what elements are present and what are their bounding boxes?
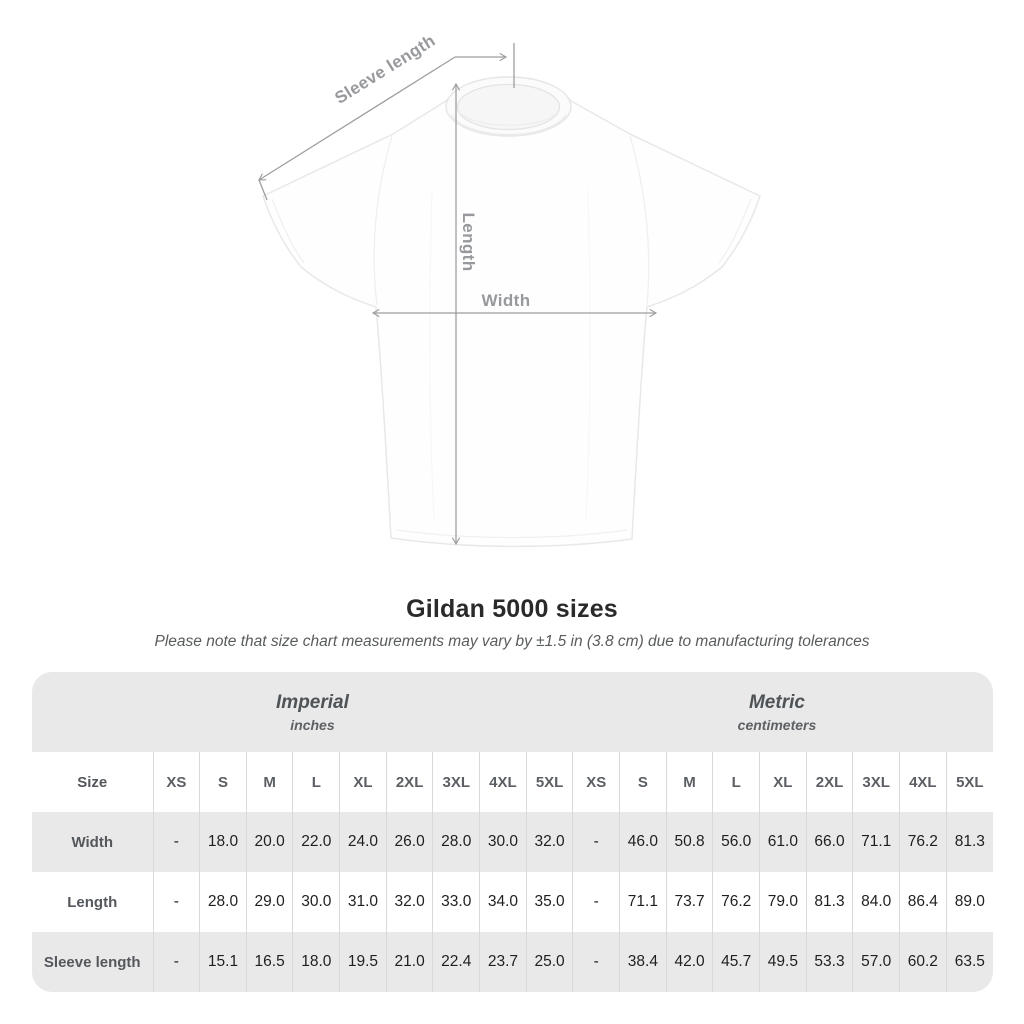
tolerance-note: Please note that size chart measurements may vary by ±1.5 in (3.8 cm) due to manufacturing tolerances xyxy=(154,633,870,650)
table-cell: 66.0 xyxy=(806,812,853,872)
size-header-imperial-xs: XS xyxy=(153,752,200,812)
caption-block xyxy=(0,595,1024,651)
table-cell: 81.3 xyxy=(806,872,853,932)
table-cell: 71.1 xyxy=(853,812,900,872)
table-cell: 56.0 xyxy=(713,812,760,872)
table-cell: 22.0 xyxy=(293,812,340,872)
size-header-imperial-xl: XL xyxy=(340,752,387,812)
table-cell: 32.0 xyxy=(386,872,433,932)
table-cell: 49.5 xyxy=(760,932,807,992)
table-cell: 30.0 xyxy=(293,872,340,932)
table-cell: 38.4 xyxy=(620,932,667,992)
row-label: Length xyxy=(67,893,118,911)
table-cell: 76.2 xyxy=(713,872,760,932)
table-cell: 28.0 xyxy=(433,812,480,872)
tshirt-illustration xyxy=(263,77,760,546)
size-header-imperial-2xl: 2XL xyxy=(386,752,433,812)
size-table xyxy=(32,672,993,992)
length-label: Length xyxy=(459,212,478,272)
size-header-imperial-5xl: 5XL xyxy=(526,752,573,812)
table-cell: - xyxy=(153,812,200,872)
imperial-unit-label: inches xyxy=(290,716,335,733)
size-header-metric-xs: XS xyxy=(573,752,620,812)
table-cell: 60.2 xyxy=(900,932,947,992)
size-header-metric-s: S xyxy=(620,752,667,812)
table-cell: 76.2 xyxy=(900,812,947,872)
table-cell: 16.5 xyxy=(246,932,293,992)
table-cell: - xyxy=(153,932,200,992)
table-cell: 45.7 xyxy=(713,932,760,992)
size-header-imperial-m: M xyxy=(246,752,293,812)
size-header-imperial-l: L xyxy=(293,752,340,812)
size-header-metric-3xl: 3XL xyxy=(853,752,900,812)
table-cell: 86.4 xyxy=(900,872,947,932)
table-row xyxy=(32,932,993,992)
table-cell: 26.0 xyxy=(386,812,433,872)
table-cell: 46.0 xyxy=(620,812,667,872)
table-cell: 71.1 xyxy=(620,872,667,932)
unit-header-row xyxy=(32,672,993,752)
table-cell: 18.0 xyxy=(200,812,247,872)
size-header-metric-l: L xyxy=(713,752,760,812)
row-label: Width xyxy=(71,833,113,851)
table-cell: 24.0 xyxy=(340,812,387,872)
table-cell: 73.7 xyxy=(666,872,713,932)
table-row xyxy=(32,812,993,872)
size-header-metric-5xl: 5XL xyxy=(946,752,993,812)
table-cell: 32.0 xyxy=(526,812,573,872)
size-header-metric-xl: XL xyxy=(760,752,807,812)
table-cell: - xyxy=(573,812,620,872)
table-cell: - xyxy=(573,932,620,992)
table-cell: 23.7 xyxy=(480,932,527,992)
table-cell: 31.0 xyxy=(340,872,387,932)
page-title: Gildan 5000 sizes xyxy=(406,595,618,623)
metric-unit-header xyxy=(573,672,993,752)
size-header-metric-2xl: 2XL xyxy=(806,752,853,812)
size-header-metric-m: M xyxy=(666,752,713,812)
table-cell: 22.4 xyxy=(433,932,480,992)
table-cell: - xyxy=(153,872,200,932)
size-header-imperial-3xl: 3XL xyxy=(433,752,480,812)
size-table-container xyxy=(32,672,993,992)
table-cell: 15.1 xyxy=(200,932,247,992)
imperial-unit-header xyxy=(32,672,573,752)
table-cell: 20.0 xyxy=(246,812,293,872)
table-cell: 63.5 xyxy=(946,932,993,992)
table-cell: 33.0 xyxy=(433,872,480,932)
size-header-imperial-s: S xyxy=(200,752,247,812)
size-header-row xyxy=(32,752,993,812)
table-cell: 89.0 xyxy=(946,872,993,932)
table-cell: 29.0 xyxy=(246,872,293,932)
table-cell: - xyxy=(573,872,620,932)
metric-unit-label: centimeters xyxy=(737,716,817,733)
table-cell: 57.0 xyxy=(853,932,900,992)
size-header-metric-4xl: 4XL xyxy=(900,752,947,812)
table-row xyxy=(32,872,993,932)
table-cell: 34.0 xyxy=(480,872,527,932)
imperial-label: Imperial xyxy=(276,691,349,713)
table-cell: 53.3 xyxy=(806,932,853,992)
table-cell: 30.0 xyxy=(480,812,527,872)
table-cell: 25.0 xyxy=(526,932,573,992)
sleeve-length-label: Sleeve length xyxy=(331,30,439,108)
table-cell: 50.8 xyxy=(666,812,713,872)
table-cell: 18.0 xyxy=(293,932,340,992)
table-cell: 79.0 xyxy=(760,872,807,932)
table-cell: 19.5 xyxy=(340,932,387,992)
row-label: Sleeve length xyxy=(43,953,141,971)
table-cell: 28.0 xyxy=(200,872,247,932)
table-cell: 35.0 xyxy=(526,872,573,932)
width-label: Width xyxy=(481,291,531,310)
table-cell: 42.0 xyxy=(666,932,713,992)
table-cell: 61.0 xyxy=(760,812,807,872)
metric-label: Metric xyxy=(748,691,805,713)
table-cell: 81.3 xyxy=(946,812,993,872)
size-column-header: Size xyxy=(77,773,108,791)
table-cell: 84.0 xyxy=(853,872,900,932)
table-cell: 21.0 xyxy=(386,932,433,992)
size-header-imperial-4xl: 4XL xyxy=(480,752,527,812)
